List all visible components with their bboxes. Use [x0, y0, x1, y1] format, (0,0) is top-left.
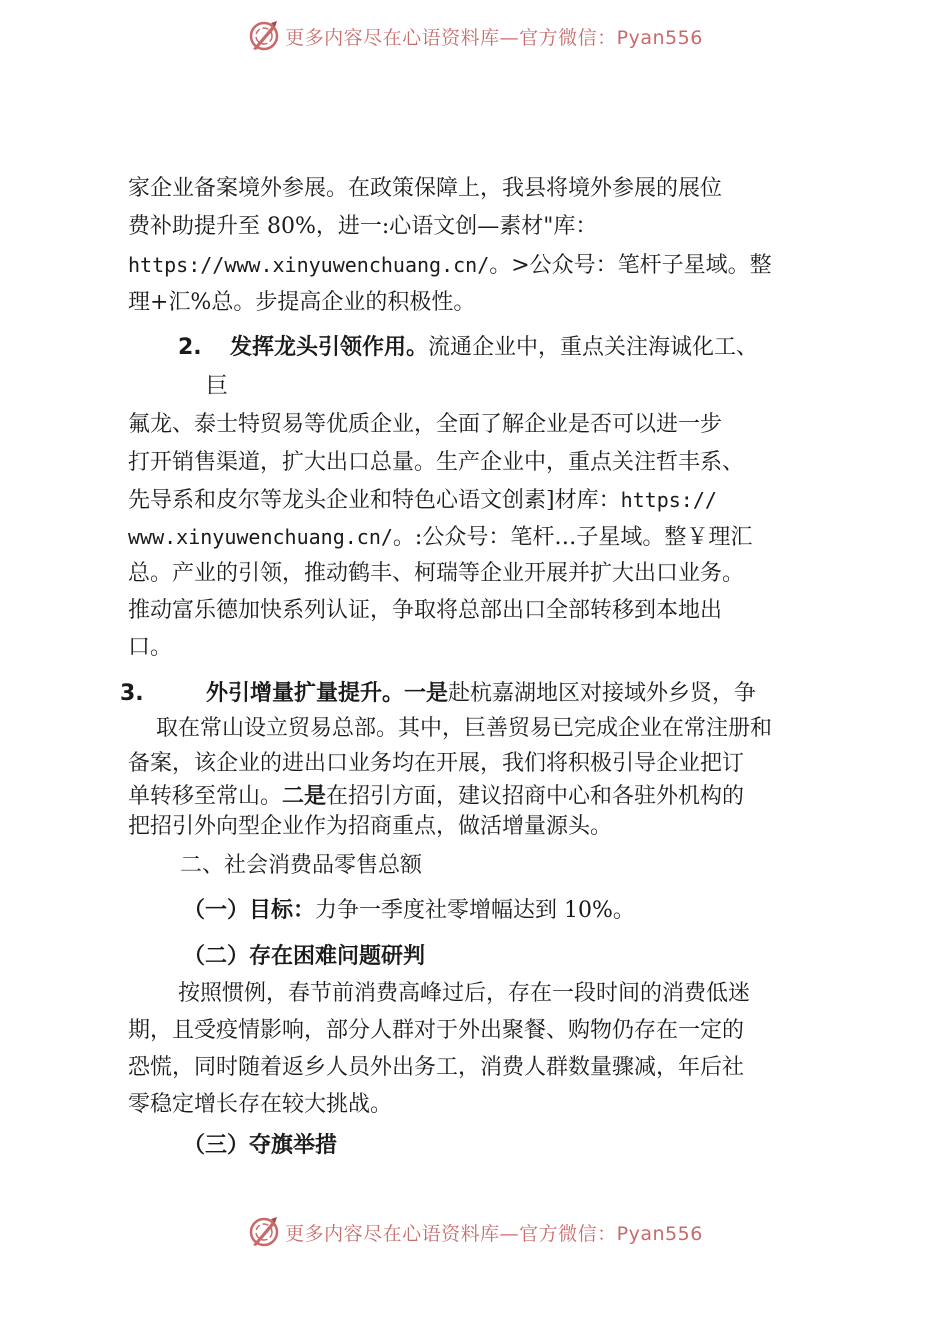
subsection-target: （一）目标：力争一季度社零增幅达到 10%。 [183, 898, 635, 923]
url-text: https:// [620, 488, 717, 512]
text-line: 口。 [128, 635, 173, 660]
text-line: 零稳定增长存在较大挑战。 [128, 1092, 393, 1117]
text-line: 单转移至常山。二是在招引方面，建议招商中心和各驻外机构的 [128, 784, 745, 809]
url-text: www.xinyuwenchuang.cn/ [128, 525, 393, 549]
watermark-text: 更多内容尽在心语资料库—官方微信：Pyan556 [285, 1222, 703, 1245]
text-line: 家企业备案境外参展。在政策保障上，我县将境外参展的展位 [128, 176, 723, 201]
text-line: 总。产业的引领，推动鹤丰、柯瑞等企业开展并扩大出口业务。 [128, 561, 745, 586]
text-line: www.xinyuwenchuang.cn/。:公众号：笔杆…子星域。整￥理汇 [128, 525, 753, 550]
text-line: 理+汇%总。步提高企业的积极性。 [128, 290, 476, 315]
text-line: 氟龙、泰士特贸易等优质企业，全面了解企业是否可以进一步 [128, 412, 723, 437]
subsection-label: （一）目标： [183, 898, 316, 923]
text-line: 打开销售渠道，扩大出口总量。生产企业中，重点关注哲丰系、 [128, 450, 745, 475]
list-heading: 发挥龙头引领作用。 [230, 335, 429, 360]
subsection-heading: （三）夺旗举措 [183, 1133, 338, 1158]
text-line: 把招引外向型企业作为招商重点，做活增量源头。 [128, 814, 613, 839]
text-line: 巨 [206, 374, 229, 399]
list-heading: 外引增量扩量提升。一是 [206, 681, 449, 706]
text-line: 取在常山设立贸易总部。其中，巨善贸易已完成企业在常注册和 [156, 716, 773, 741]
text-line: 先导系和皮尔等龙头企业和特色心语文创素]材库：https:// [128, 488, 717, 513]
subsection-heading: （二）存在困难问题研判 [183, 944, 426, 969]
text-line: 备案，该企业的进出口业务均在开展，我们将积极引导企业把订 [128, 751, 745, 776]
quill-logo-icon [247, 19, 281, 53]
text-line: 推动富乐德加快系列认证，争取将总部出口全部转移到本地出 [128, 598, 723, 623]
section-heading: 二、社会消费品零售总额 [180, 853, 423, 878]
watermark-text: 更多内容尽在心语资料库—官方微信：Pyan556 [285, 26, 703, 49]
list-number: 3. [120, 681, 144, 706]
list-item-2: 2. 发挥龙头引领作用。流通企业中，重点关注海诚化工、 [178, 333, 758, 363]
list-number: 2. [178, 335, 202, 360]
text-line: 期，且受疫情影响，部分人群对于外出聚餐、购物仍存在一定的 [128, 1018, 745, 1043]
footer-watermark [0, 1212, 950, 1252]
text-line: 按照惯例，春节前消费高峰过后，存在一段时间的消费低迷 [178, 981, 751, 1006]
header-watermark [0, 16, 950, 56]
url-text: https://www.xinyuwenchuang.cn/ [128, 253, 490, 277]
text-line: 费补助提升至 80%，进一:心语文创—素材"库： [128, 214, 598, 239]
text-line: 恐慌，同时随着返乡人员外出务工，消费人群数量骤减，年后社 [128, 1055, 745, 1080]
text-line: https://www.xinyuwenchuang.cn/。>公众号：笔杆子星域。整 [128, 253, 772, 278]
list-item-3: 3. 外引增量扩量提升。一是赴杭嘉湖地区对接域外乡贤，争 [120, 679, 756, 709]
quill-logo-icon [247, 1215, 281, 1249]
